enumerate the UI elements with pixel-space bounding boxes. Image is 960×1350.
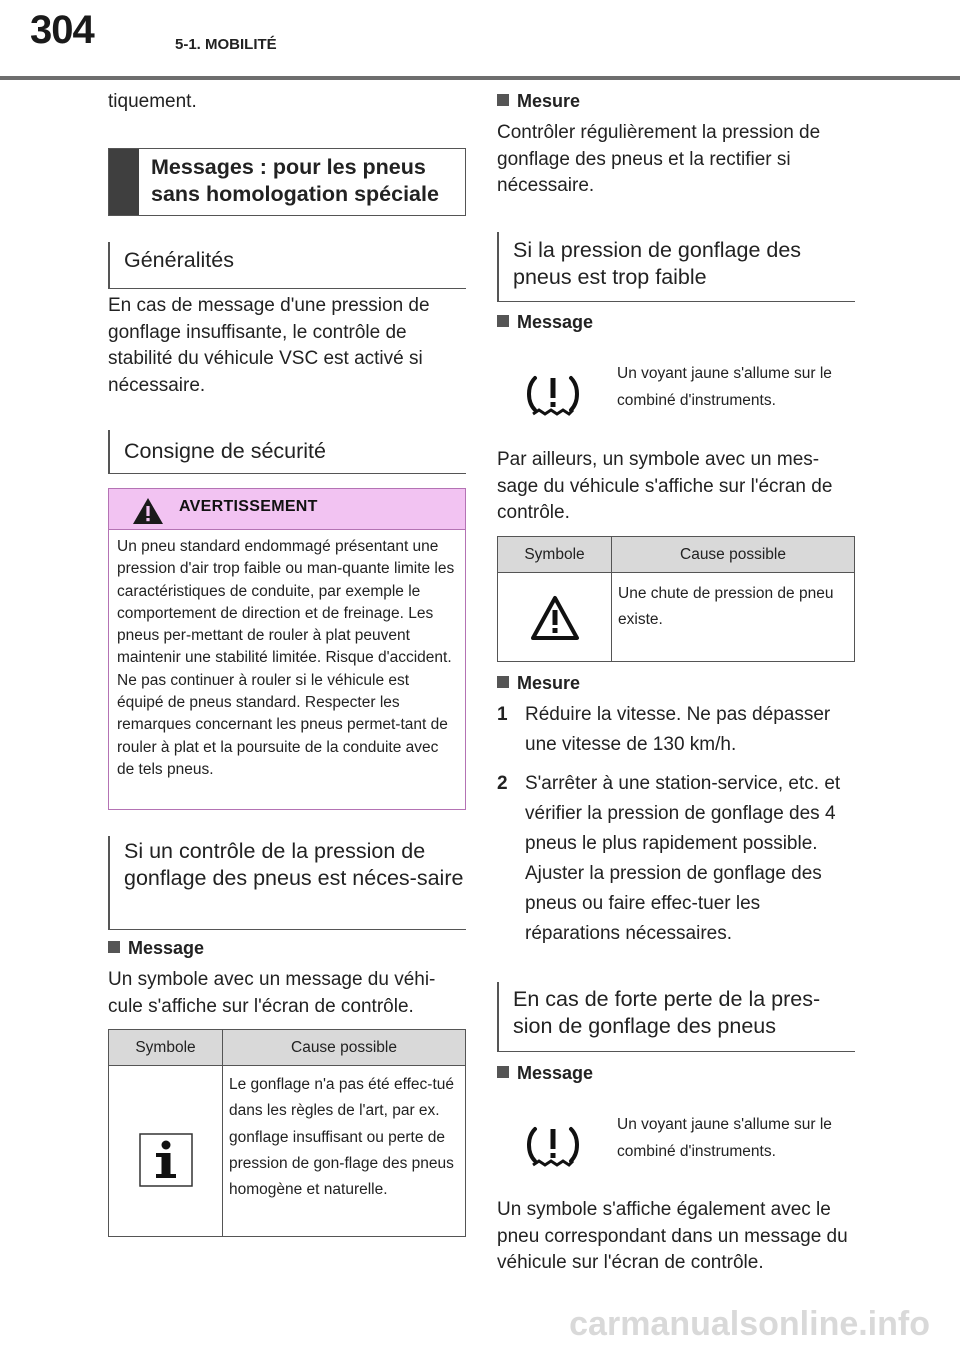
info-icon xyxy=(139,1133,193,1192)
heading-low-pressure: Si la pression de gonflage des pneus est trop faible xyxy=(497,232,855,302)
mesure-paragraph: Contrôler régulièrement la pression de gonflage des pneus et la rectifier si nécessaire. xyxy=(497,122,821,196)
messages-title: Messages : pour les pneus sans homologation spéciale xyxy=(151,155,439,206)
cause-table-2 xyxy=(497,536,855,662)
subheading-message-2-label: Message xyxy=(517,312,594,332)
header-rule xyxy=(0,76,960,80)
warning-header xyxy=(109,489,465,530)
cause-cell: Une chute de pression de pneu existe. xyxy=(618,585,834,629)
col-symbol: Symbole xyxy=(109,1030,223,1065)
indicator-row-1 xyxy=(497,360,855,430)
subheading-mesure-1 xyxy=(497,91,580,112)
bullet-square-icon xyxy=(108,941,120,953)
table-row xyxy=(498,573,854,662)
watermark: carmanualsonline.info xyxy=(569,1305,930,1343)
tire-pressure-warning-icon xyxy=(525,372,581,425)
final-paragraph: Un symbole s'affiche également avec le pneu correspondant dans un message du véhicule sur l'écran de contrôle. xyxy=(497,1199,848,1273)
page-number: 304 xyxy=(30,8,94,52)
indicator-row-2 xyxy=(497,1111,855,1181)
intro-text: tiquement. xyxy=(108,91,197,112)
warning-box xyxy=(108,488,466,810)
cause-table xyxy=(108,1029,466,1237)
subheading-mesure-2-label: Mesure xyxy=(517,673,581,693)
symbol-cell xyxy=(109,1066,223,1237)
table-row xyxy=(109,1066,465,1237)
heading-check: Si un contrôle de la pression de gonflage des pneus est néces-saire xyxy=(108,836,466,930)
subheading-mesure-1-label: Mesure xyxy=(517,91,581,111)
heading-safety: Consigne de sécurité xyxy=(108,430,466,474)
general-paragraph: En cas de message d'une pression de gonflage insuffisante, le contrôle de stabilité du véhicule VSC est activé si nécessaire. xyxy=(108,295,430,396)
message-paragraph: Un symbole avec un message du véhi-cule s'affiche sur l'écran de contrôle. xyxy=(108,969,436,1017)
bullet-square-icon xyxy=(497,1066,509,1078)
heading-strong-loss: En cas de forte perte de la pres-sion de gonflage des pneus xyxy=(497,982,855,1052)
warning-body: Un pneu standard endommagé présentant une pression d'air trop faible ou man-quante limite les caractéristiques de conduite, par exemple le comportement de direction et de freinage. Les pneus per-mettant de rouler à plat peuvent maintenir une stabilité limitée. Risque d'accident. Ne pas continuer à rouler si le véhicule est équipé de pneus standard. Respecter les remarques concernant les pneus permet-tant de rouler à plat et la poursuite de la conduite avec de tels pneus. xyxy=(117,538,455,778)
col-cause: Cause possible xyxy=(680,545,786,563)
bullet-square-icon xyxy=(497,94,509,106)
table-header xyxy=(498,537,854,573)
subheading-message-label: Message xyxy=(128,938,205,958)
col-cause: Cause possible xyxy=(291,1038,397,1056)
table-header xyxy=(109,1030,465,1066)
steps-list xyxy=(497,700,855,958)
messages-title-box xyxy=(108,148,466,216)
also-paragraph: Par ailleurs, un symbole avec un mes-sage du véhicule s'affiche sur l'écran de contrôle. xyxy=(497,449,833,523)
subheading-message-3 xyxy=(497,1063,593,1084)
bullet-square-icon xyxy=(497,315,509,327)
warning-triangle-icon xyxy=(530,595,580,646)
indicator-1-text: Un voyant jaune s'allume sur le combiné d'instruments. xyxy=(617,365,832,409)
bullet-square-icon xyxy=(497,676,509,688)
step-item xyxy=(497,769,855,949)
indicator-2-text: Un voyant jaune s'allume sur le combiné d'instruments. xyxy=(617,1116,832,1160)
warning-triangle-icon xyxy=(131,496,165,531)
subheading-message-2 xyxy=(497,312,593,333)
step-text: Réduire la vitesse. Ne pas dépasser une vitesse de 130 km/h. xyxy=(525,704,831,755)
cause-cell: Le gonflage n'a pas été effec-tué dans les règles de l'art, par ex. gonflage insuffisant ou perte de pression de gon-flage des pneus homogène et naturelle. xyxy=(229,1076,455,1199)
heading-general: Généralités xyxy=(108,242,466,289)
symbol-cell xyxy=(498,573,612,662)
subheading-message xyxy=(108,938,204,959)
tire-pressure-warning-icon xyxy=(525,1123,581,1176)
title-bar-accent xyxy=(109,149,139,215)
section-title: 5-1. MOBILITÉ xyxy=(175,36,277,53)
step-number: 1 xyxy=(497,704,508,725)
step-item xyxy=(497,700,855,760)
warning-title: AVERTISSEMENT xyxy=(179,498,318,515)
subheading-mesure-2 xyxy=(497,673,580,694)
step-number: 2 xyxy=(497,773,508,794)
step-text: S'arrêter à une station-service, etc. et vérifier la pression de gonflage des 4 pneus le plus rapidement possible. Ajuster la pression de gonflage des pneus ou faire effec-tuer les réparations nécessaires. xyxy=(525,773,841,944)
col-symbol: Symbole xyxy=(498,537,612,572)
subheading-message-3-label: Message xyxy=(517,1063,594,1083)
